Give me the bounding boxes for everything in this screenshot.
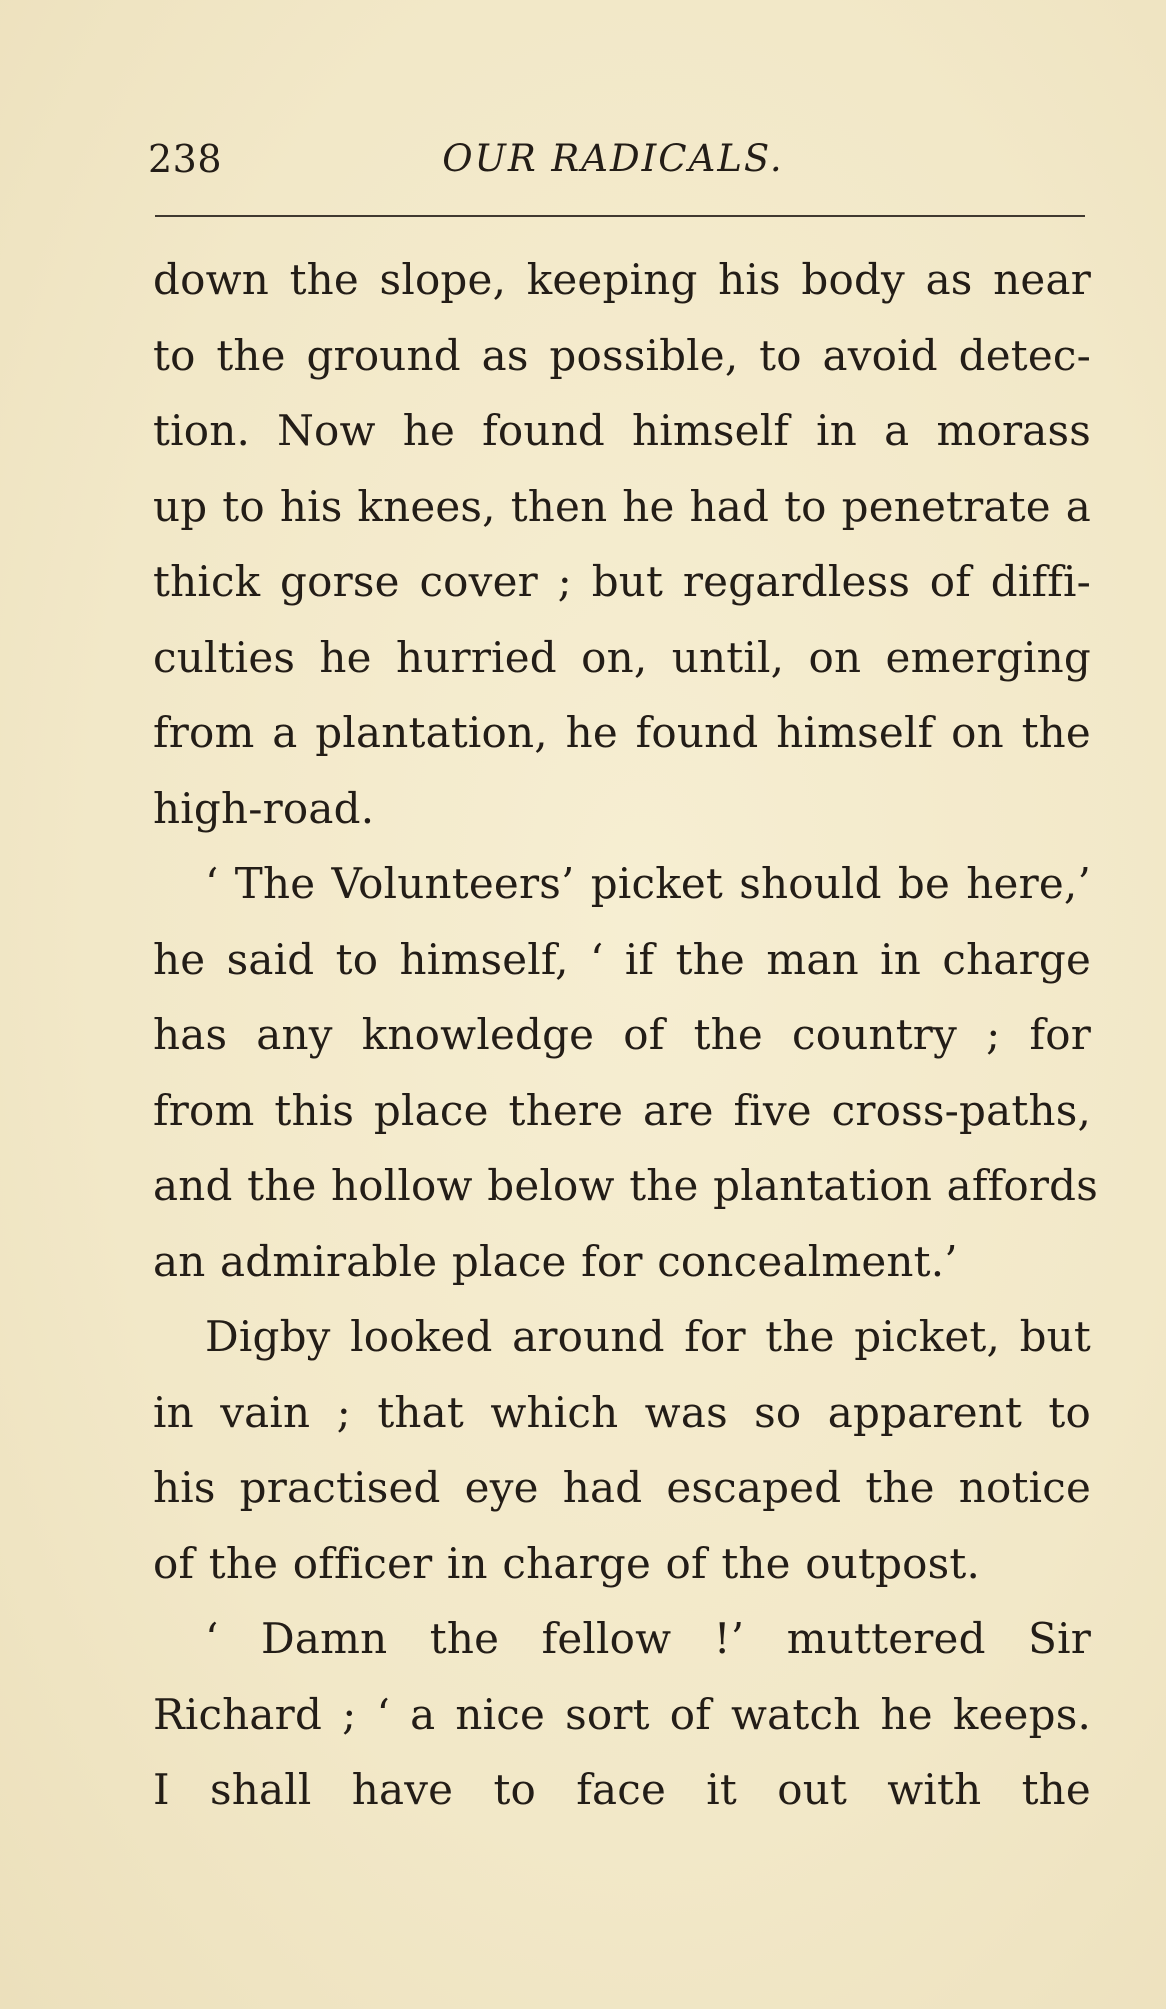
text-line-1: down the slope, keeping his body as near (153, 255, 1091, 304)
text-line-20: Richard ; ‘ a nice sort of watch he keeps. (153, 1689, 1091, 1739)
page-number: 238 (148, 137, 223, 181)
header-rule (155, 215, 1085, 217)
text-line-2: to the ground as possible, to avoid detec- (153, 330, 1091, 380)
text-line-6: culties he hurried on, until, on emerging (153, 632, 1091, 682)
page-header (148, 137, 1084, 200)
text-line-15: Digby looked around for the picket, but (205, 1312, 1091, 1361)
text-line-13: and the hollow below the plantation affords (153, 1161, 1098, 1210)
text-line-17: his practised eye had escaped the notice (153, 1463, 1091, 1512)
text-line-14: an admirable place for concealment.’ (153, 1236, 958, 1286)
text-line-16: in vain ; that which was so apparent to (153, 1387, 1091, 1437)
text-line-7: from a plantation, he found himself on the (153, 708, 1091, 757)
text-line-5: thick gorse cover ; but regardless of diffi- (153, 557, 1091, 606)
text-line-12: from this place there are five cross-paths, (153, 1085, 1091, 1135)
text-line-4: up to his knees, then he had to penetrate a (153, 481, 1091, 531)
text-line-21: I shall have to face it out with the (153, 1765, 1091, 1814)
text-line-18: of the officer in charge of the outpost. (153, 1538, 981, 1588)
running-title: OUR RADICALS. (442, 137, 784, 180)
text-line-11: has any knowledge of the country ; for (153, 1010, 1091, 1059)
text-line-9: ‘ The Volunteers’ picket should be here,’ (205, 859, 1091, 908)
text-line-8: high-road. (153, 783, 375, 833)
text-line-19: ‘ Damn the fellow !’ muttered Sir (205, 1614, 1091, 1663)
text-line-10: he said to himself, ‘ if the man in charge (153, 934, 1091, 984)
text-line-3: tion. Now he found himself in a morass (153, 406, 1091, 455)
body-text (153, 242, 1098, 1828)
